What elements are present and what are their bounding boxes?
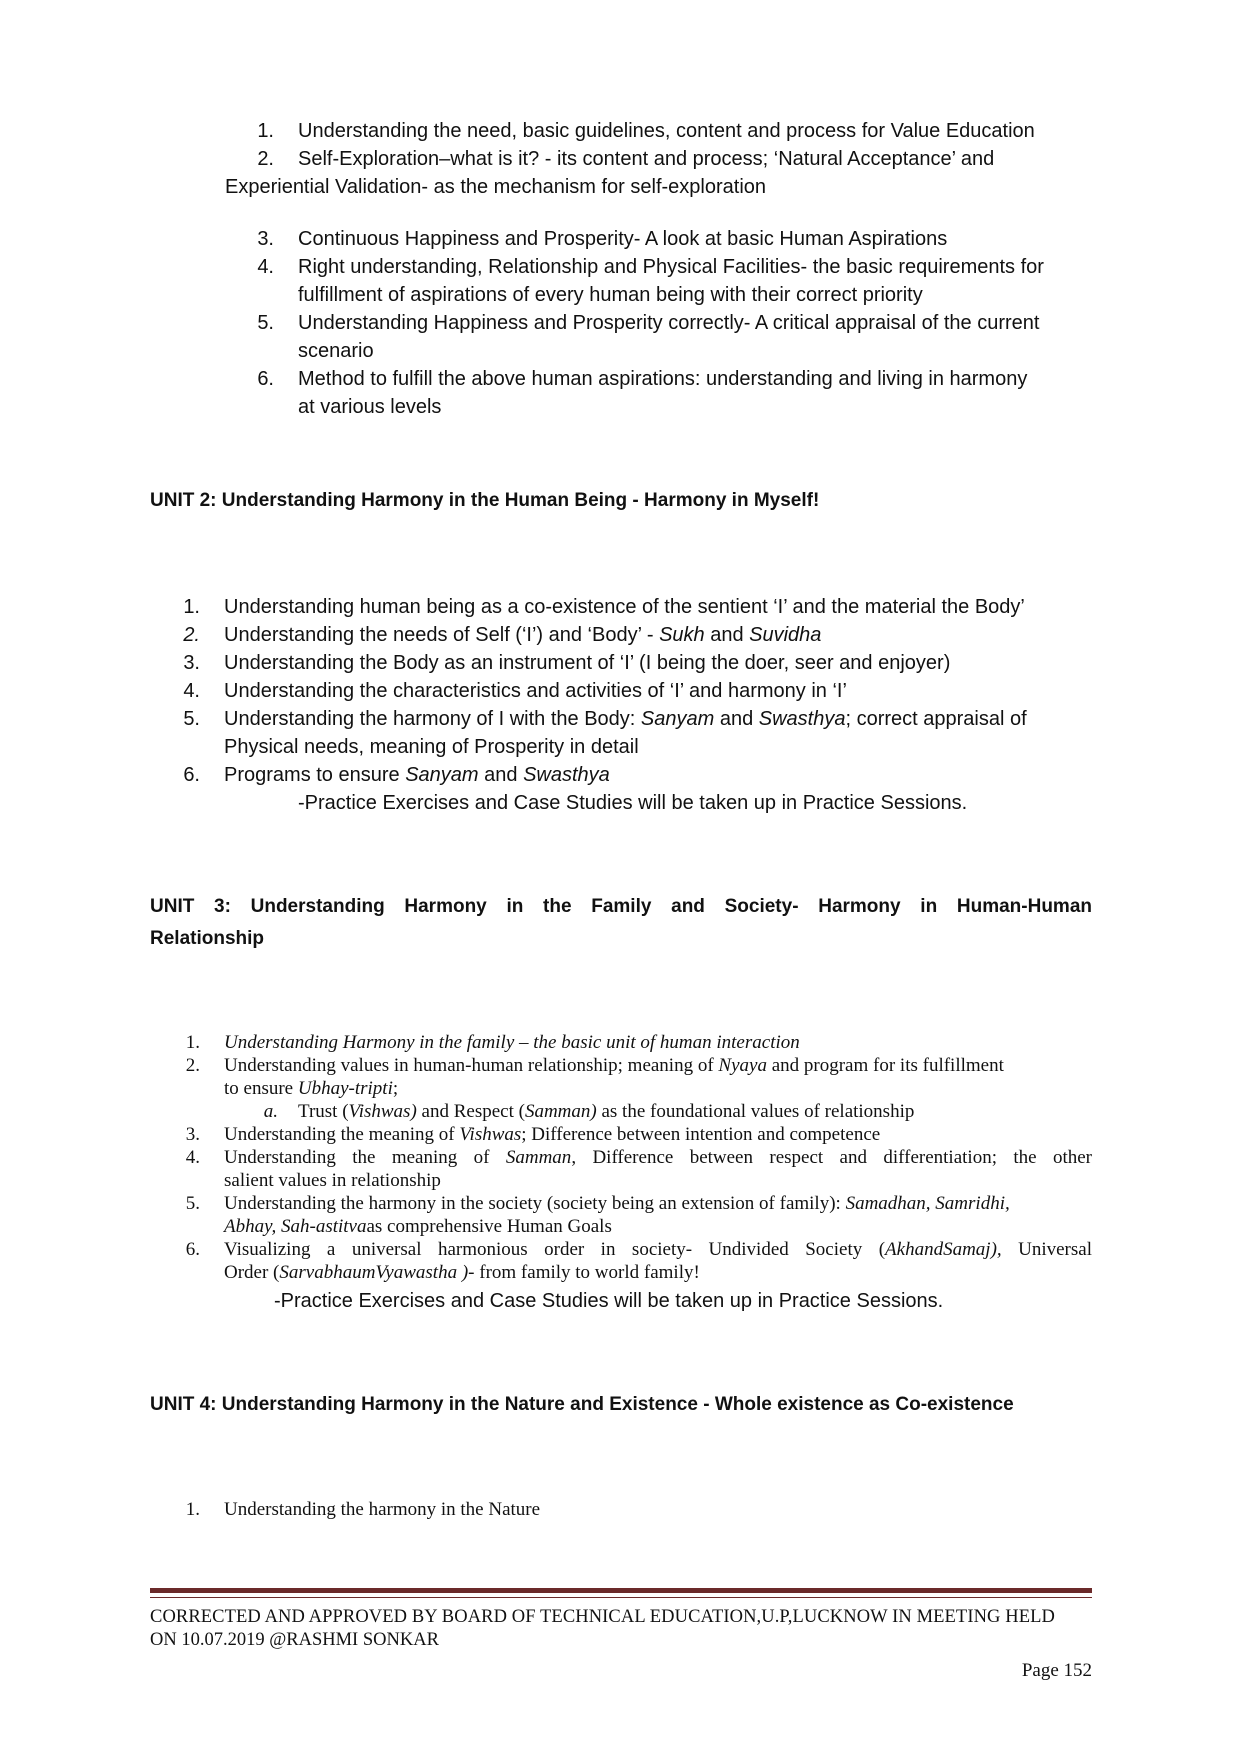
list-item-text: Continuous Happiness and Prosperity- A look at basic Human Aspirations (298, 228, 948, 250)
list-item-continuation: at various levels (298, 396, 442, 418)
list-number: 3. (257, 228, 274, 250)
footer-rule-thin (150, 1597, 1092, 1598)
list-number: 1. (185, 1499, 200, 1520)
list-item-text: Understanding Harmony in the family – the basic unit of human interaction (224, 1032, 800, 1053)
list-number: 6. (257, 368, 274, 390)
list-number: 5. (185, 1193, 200, 1214)
list-item-text: Understanding the harmony in the Nature (224, 1499, 541, 1520)
list-item-text: Understanding the meaning of Samman, Difference between respect and differentiation; the other (224, 1147, 1092, 1168)
footer-rule-thick (150, 1588, 1092, 1593)
list-item-text: Understanding the needs of Self (‘I’) and ‘Body’ - Sukh and Suvidha (224, 624, 822, 646)
unit3-heading-line2: Relationship (150, 928, 265, 949)
list-item-text: Method to fulfill the above human aspirations: understanding and living in harmony (298, 368, 1028, 390)
page-number: Page 152 (1021, 1660, 1092, 1681)
list-item-text: Understanding the harmony in the society (society being an extension of family): Samadhan, Samridhi, (224, 1193, 1010, 1214)
list-number: 5. (183, 708, 200, 730)
footer-approval-line2: ON 10.07.2019 @RASHMI SONKAR (150, 1630, 439, 1650)
unit2-heading: UNIT 2: Understanding Harmony in the Human Being - Harmony in Myself! (150, 490, 820, 511)
list-item-text: Understanding values in human-human relationship; meaning of Nyaya and program for its fulfillment (224, 1055, 1004, 1076)
list-number: 4. (257, 256, 274, 278)
list-number: 6. (185, 1239, 200, 1260)
list-number: 2. (185, 1055, 200, 1076)
list-item-text: Trust (Vishwas) and Respect (Samman) as the foundational values of relationship (298, 1101, 915, 1122)
list-item-text: Understanding the meaning of Vishwas; Difference between intention and competence (224, 1124, 881, 1145)
list-item-text: Understanding the characteristics and activities of ‘I’ and harmony in ‘I’ (224, 680, 847, 702)
list-item-text: Right understanding, Relationship and Physical Facilities- the basic requirements for (298, 256, 1044, 278)
unit4-heading: UNIT 4: Understanding Harmony in the Nature and Existence - Whole existence as Co-existence (150, 1394, 1014, 1415)
list-item-continuation: Order (SarvabhaumVyawastha )- from family to world family! (224, 1262, 700, 1283)
list-number: 1. (183, 596, 200, 618)
list-number: 3. (185, 1124, 200, 1145)
list-item-text: Programs to ensure Sanyam and Swasthya (224, 764, 610, 786)
list-item-text: Visualizing a universal harmonious order in society- Undivided Society (AkhandSamaj), Universal (224, 1239, 1092, 1260)
list-item-text: Understanding the Body as an instrument of ‘I’ (I being the doer, seer and enjoyer) (224, 652, 951, 674)
list-number: 4. (185, 1147, 200, 1168)
footer-approval-line1: CORRECTED AND APPROVED BY BOARD OF TECHNICAL EDUCATION,U.P,LUCKNOW IN MEETING HELD (150, 1607, 1055, 1627)
unit3-heading-line1: UNIT 3: Understanding Harmony in the Family and Society- Harmony in Human-Human (150, 896, 1092, 917)
list-item-text: Self-Exploration–what is it? - its content and process; ‘Natural Acceptance’ and (298, 148, 995, 170)
list-letter: a. (263, 1101, 278, 1122)
list-item-text: Understanding the harmony of I with the Body: Sanyam and Swasthya; correct appraisal of (224, 708, 1027, 730)
list-item-text: Understanding Happiness and Prosperity correctly- A critical appraisal of the current (298, 312, 1040, 334)
list-number: 1. (257, 120, 274, 142)
list-number: 4. (183, 680, 200, 702)
list-item-continuation: Abhay, Sah-astitvaas comprehensive Human Goals (224, 1216, 612, 1237)
practice-note: -Practice Exercises and Case Studies will be taken up in Practice Sessions. (298, 792, 968, 814)
practice-note: -Practice Exercises and Case Studies will be taken up in Practice Sessions. (274, 1290, 944, 1312)
list-number: 1. (185, 1032, 200, 1053)
list-item-text: Understanding the need, basic guidelines, content and process for Value Education (298, 120, 1035, 142)
list-item-continuation: salient values in relationship (224, 1170, 441, 1191)
list-number: 2. (183, 624, 200, 646)
list-item-text: Understanding human being as a co-existence of the sentient ‘I’ and the material the Body’ (224, 596, 1025, 618)
list-item-continuation: to ensure Ubhay-tripti; (224, 1078, 399, 1099)
list-number: 5. (257, 312, 274, 334)
list-item-continuation: scenario (298, 340, 374, 362)
list-number: 2. (257, 148, 274, 170)
list-item-continuation: fulfillment of aspirations of every human being with their correct priority (298, 284, 923, 306)
list-item-continuation: Physical needs, meaning of Prosperity in detail (224, 736, 639, 758)
list-item-continuation: Experiential Validation- as the mechanism for self-exploration (225, 176, 767, 198)
list-number: 3. (183, 652, 200, 674)
list-number: 6. (183, 764, 200, 786)
